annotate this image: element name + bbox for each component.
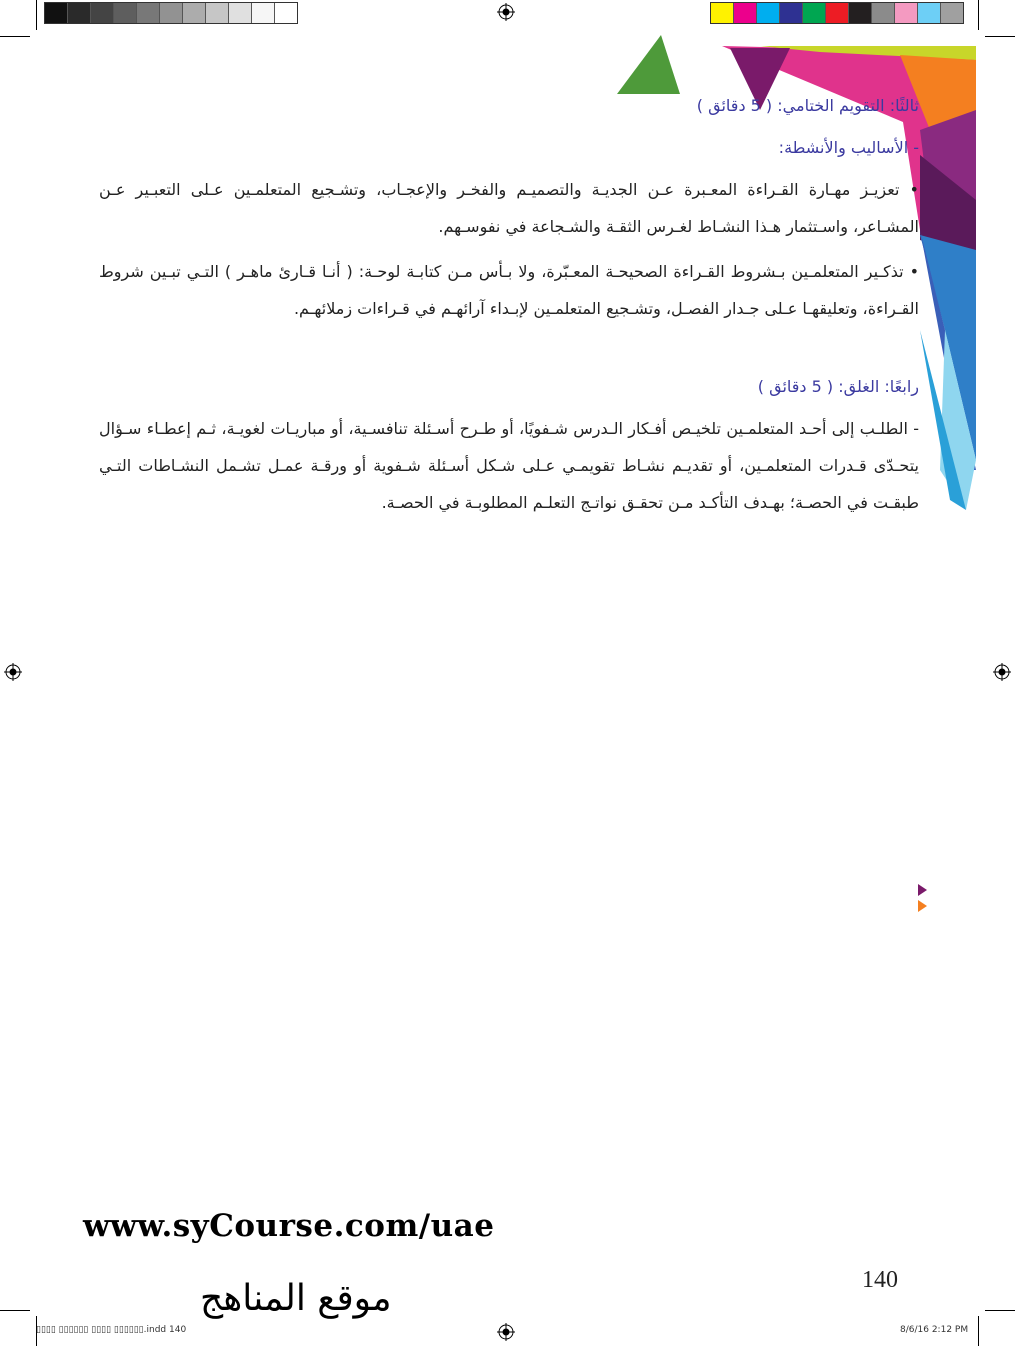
crop-mark: [0, 1310, 30, 1311]
section3-heading: [697, 96, 919, 115]
section4-paragraph: - الطلـب إلى أحـد المتعلمـين تلخيـص أفـكار الـدرس شـفويًا، أو طـرح أسـئلة تنافسـية، أو مباريـات لغويـة، ثـم إعطـاء سـؤال يتحـدّى قـدرات المتعلمـين، أو تقديـم نشـاط تقويمـي عـلى شـكل أسـئلة شـفوية أو ورقـة عمـل تشـمل النشـاطات التـي طبقـت في الحصـة؛ بهـدف التأكـد مـن تحقـق نواتـج التعلـم المطلوبـة في الحصـة.: [99, 419, 919, 512]
section4-heading: [758, 377, 919, 396]
footer-date: 8/6/16 2:12 PM: [900, 1325, 969, 1335]
margin-arrow-icon: [918, 884, 928, 912]
footer-file-name: ▯▯▯▯ ▯▯▯▯▯▯ ▯▯▯▯ ▯▯▯▯▯▯.indd 140: [36, 1325, 187, 1335]
crop-mark: [978, 1316, 979, 1346]
section4-duration: ( 5 دقائق ): [757, 377, 834, 396]
page-number: 140: [862, 1267, 898, 1293]
section3-bullet-2: • تذكـير المتعلمـين بـشروط القـراءة الصحيحـة المعـبّرة، ولا بـأس مـن كتابـة لوحـة: ( أنـا قـارئ ماهـر ) التـي تبـين شروط القـراءة، وتعليقهـا عـلى جـدار الفصـل، وتشـجيع المتعلمـين لإبـداء آرائهـم في قـراءات زملائهـم.: [99, 262, 919, 318]
section3-bullet-1: • تعزيـز مهـارة القـراءة المعـبرة عـن الجديـة والتصميـم والفخـر والإعجـاب، وتشـجيع المتعلمـين عـلى التعبـير عـن المشـاعر، واسـتثمار هـذا النشـاط لغـرس الثقـة والشـجاعة في نفوسـهم.: [99, 180, 919, 236]
section3-duration: ( 5 دقائق ): [696, 96, 773, 115]
watermark-arabic: موقع المناهج: [200, 1278, 392, 1319]
registration-mark-icon: [993, 663, 1011, 681]
section3-title: ثالثًا: التقويم الختامي:: [777, 96, 919, 115]
registration-mark-icon: [497, 1323, 515, 1341]
crop-mark: [985, 1310, 1015, 1311]
registration-mark-icon: [4, 663, 22, 681]
watermark-url: www.syCourse.com/uae: [83, 1208, 495, 1244]
section4-title: رابعًا: الغلق:: [838, 377, 919, 396]
section3-subheading: - الأساليب والأنشطة:: [778, 138, 919, 157]
